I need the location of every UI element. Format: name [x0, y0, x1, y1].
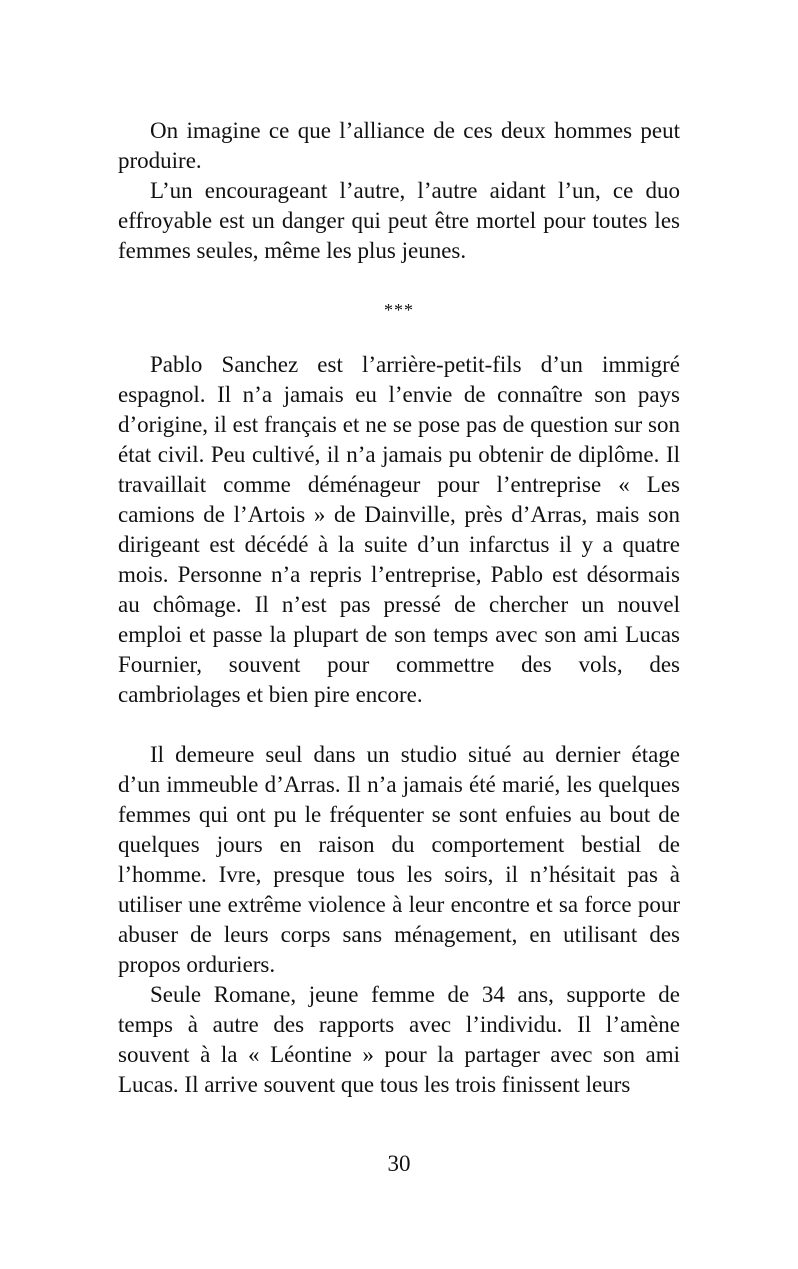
paragraph-alliance: On imagine ce que l’alliance de ces deux hommes peut produire.	[118, 118, 680, 173]
paragraph-pablo-sanchez: Pablo Sanchez est l’arrière-petit-fils d’un immigré espagnol. Il n’a jamais eu l’envie de connaître son pays d’origine, il est français et ne se pose pas de question sur son état civil. Peu cultivé, il n’a jamais pu obtenir de diplôme. Il travaillait comme déménageur pour l’entreprise « Les camions de l’Artois » de Dainville, près d’Arras, mais son dirigeant est décédé à la suite d’un infarctus il y a quatre mois. Personne n’a repris l’entreprise, Pablo est désormais au chômage. Il n’est pas pressé de chercher un nouvel emploi et passe la plupart de son temps avec son ami Lucas Fournier, souvent pour commettre des vols, des cambriolages et bien pire encore.	[118, 352, 680, 707]
page-number: 30	[387, 1151, 411, 1176]
paragraph-studio: Il demeure seul dans un studio situé au dernier étage d’un immeuble d’Arras. Il n’a jamais été marié, les quelques femmes qui ont pu le fréquenter se sont enfuies au bout de quelques jours en raison du comportement bestial de l’homme. Ivre, presque tous les soirs, il n’hésitait pas à utiliser une extrême violence à leur encontre et sa force pour abuser de leurs corps sans ménagement, en utilisant des propos orduriers.	[118, 742, 680, 977]
page-body	[118, 116, 680, 1100]
paragraph-romane: Seule Romane, jeune femme de 34 ans, supporte de temps à autre des rapports avec l’individu. Il l’amène souvent à la « Léontine » pour la partager avec son ami Lucas. Il arrive souvent que tous les trois finissent leurs	[118, 982, 680, 1097]
section-separator: ***	[384, 300, 414, 320]
paragraph-gap	[118, 710, 680, 740]
paragraph-duo: L’un encourageant l’autre, l’autre aidant l’un, ce duo effroyable est un danger qui peut être mortel pour toutes les femmes seules, même les plus jeunes.	[118, 178, 680, 263]
